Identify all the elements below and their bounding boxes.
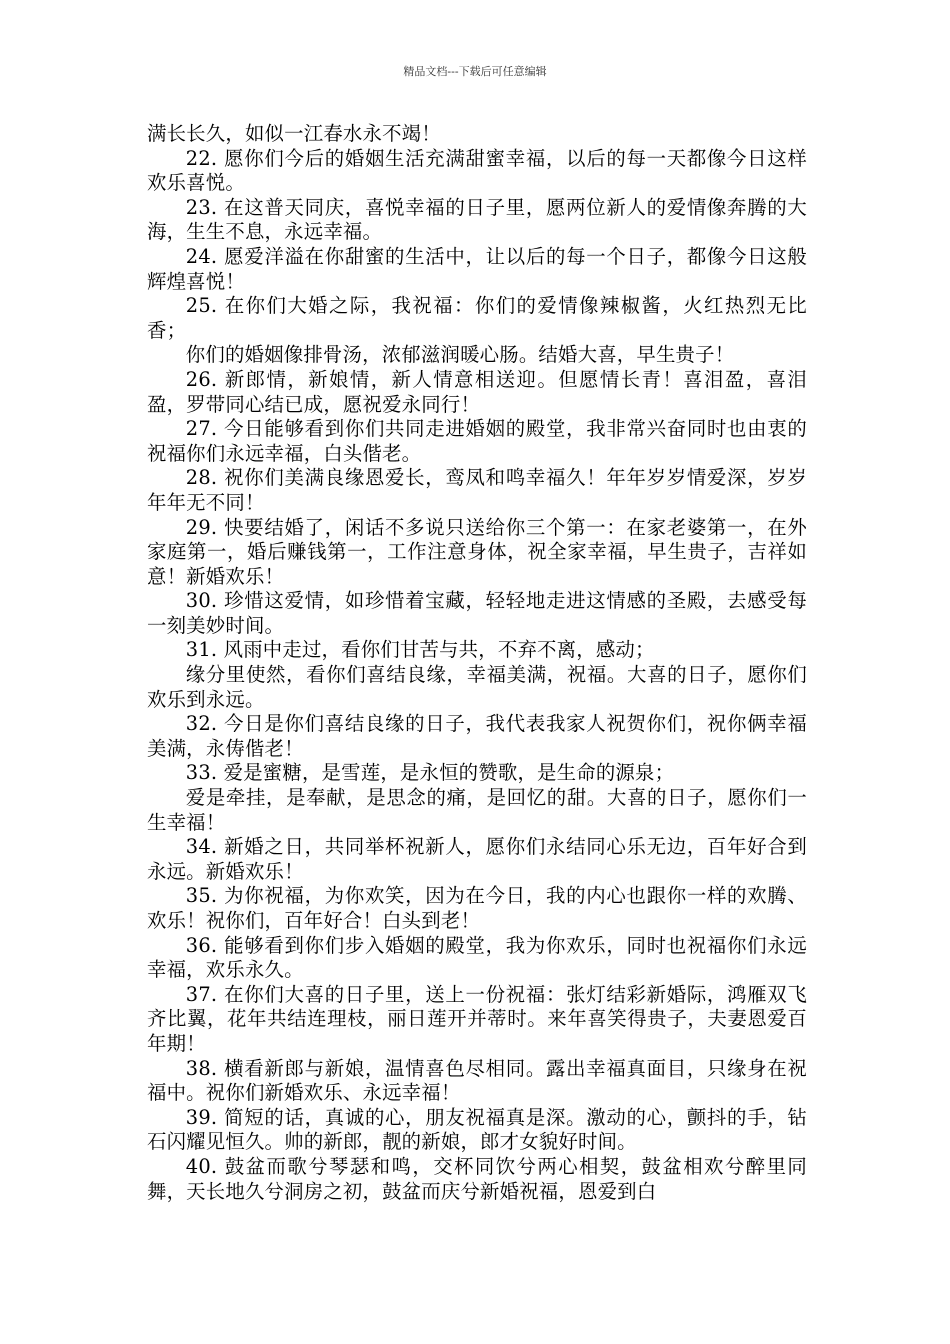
paragraph: 28. 祝你们美满良缘恩爱长，鸾凤和鸣幸福久！年年岁岁情爱深，岁岁年年无不同！: [147, 466, 807, 514]
paragraph: 25. 在你们大婚之际，我祝福：你们的爱情像辣椒酱，火红热烈无比香；: [147, 294, 807, 342]
paragraph: 26. 新郎情，新娘情，新人情意相送迎。但愿情长青！喜泪盈，喜泪盈，罗带同心结已成，愿祝爱永同行！: [147, 367, 807, 416]
paragraph: 32. 今日是你们喜结良缘的日子，我代表我家人祝贺你们，祝你俩幸福美满，永俦偕老！: [147, 712, 807, 760]
paragraph: 你们的婚姻像排骨汤，浓郁滋润暖心肠。结婚大喜，早生贵子！: [185, 343, 735, 367]
paragraph: 满长长久，如似一江春水永不竭！: [147, 122, 441, 145]
paragraph: 40. 鼓盆而歌兮琴瑟和鸣，交杯同饮兮两心相契，鼓盆相欢兮醉里同舞，天长地久兮洞房之初，鼓盆而庆兮新婚祝福，恩爱到白: [147, 1154, 807, 1203]
paragraph: 31. 风雨中走过，看你们甘苦与共，不弃不离，感动；: [185, 638, 655, 662]
page-header: 精品文档---下载后可任意编辑: [403, 65, 547, 78]
paragraph: 36. 能够看到你们步入婚姻的殿堂，我为你欢乐，同时也祝福你们永远幸福，欢乐永久。: [147, 933, 807, 982]
paragraph: 37. 在你们大喜的日子里，送上一份祝福：张灯结彩新婚际，鸿雁双飞齐比翼，花年共结连理枝，丽日莲开并蒂时。来年喜笑得贵子，夫妻恩爱百年期！: [147, 982, 807, 1055]
paragraph: 27. 今日能够看到你们共同走进婚姻的殿堂，我非常兴奋同时也由衷的祝福你们永远幸福，白头偕老。: [147, 417, 807, 465]
paragraph: 35. 为你祝福，为你欢笑，因为在今日，我的内心也跟你一样的欢腾、欢乐！祝你们，百年好合！白头到老！: [147, 884, 807, 932]
paragraph: 33. 爱是蜜糖，是雪莲，是永恒的赞歌，是生命的源泉；: [185, 761, 675, 785]
paragraph: 30. 珍惜这爱情，如珍惜着宝藏，轻轻地走进这情感的圣殿，去感受每一刻美妙时间。: [147, 589, 807, 637]
paragraph: 39. 简短的话，真诚的心，朋友祝福真是深。激动的心，颤抖的手，钻石闪耀见恒久。帅的新郎，靓的新娘，郎才女貌好时间。: [147, 1105, 807, 1154]
paragraph: 24. 愿爱洋溢在你甜蜜的生活中，让以后的每一个日子，都像今日这般辉煌喜悦！: [147, 244, 807, 293]
document-body: [147, 122, 807, 1204]
paragraph: 38. 横看新郎与新娘，温情喜色尽相同。露出幸福真面目，只缘身在祝福中。祝你们新婚欢乐、永远幸福！: [147, 1056, 807, 1105]
paragraph: 爱是牵挂，是奉献，是思念的痛，是回忆的甜。大喜的日子，愿你们一生幸福！: [147, 786, 807, 834]
paragraph: 缘分里使然，看你们喜结良缘，幸福美满，祝福。大喜的日子，愿你们欢乐到永远。: [147, 663, 807, 711]
paragraph: 22. 愿你们今后的婚姻生活充满甜蜜幸福，以后的每一天都像今日这样欢乐喜悦。: [147, 146, 807, 195]
paragraph: 23. 在这普天同庆，喜悦幸福的日子里，愿两位新人的爱情像奔腾的大海，生生不息，永远幸福。: [147, 195, 807, 244]
paragraph: 34. 新婚之日，共同举杯祝新人，愿你们永结同心乐无边，百年好合到永远。新婚欢乐！: [147, 835, 807, 883]
paragraph: 29. 快要结婚了，闲话不多说只送给你三个第一：在家老婆第一，在外家庭第一，婚后赚钱第一，工作注意身体，祝全家幸福，早生贵子，吉祥如意！新婚欢乐！: [147, 515, 807, 588]
